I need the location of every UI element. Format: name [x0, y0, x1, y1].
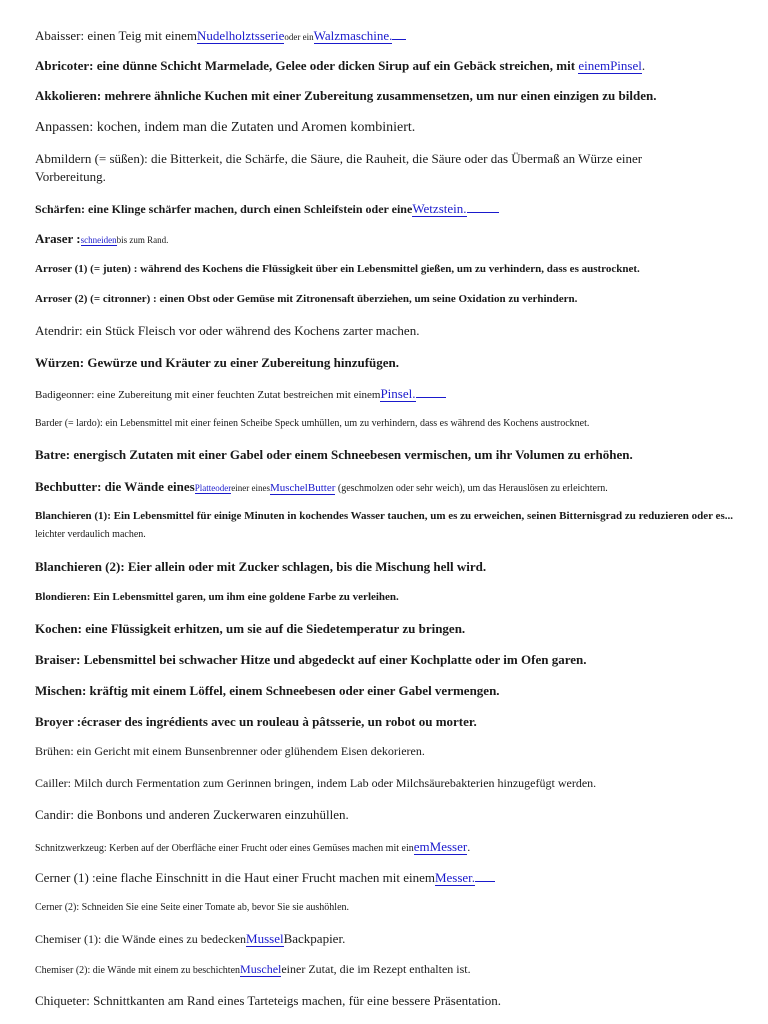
entry-after-text: .: [641, 58, 646, 73]
entry-after-text: .: [467, 840, 471, 854]
link-muschel-butter[interactable]: MuschelButter: [269, 482, 336, 494]
entry-text: Blanchieren (2): Eier allein oder mit Zucker schlagen, bis die Mischung hell wird.: [35, 559, 487, 574]
entry-small-text: oder ein: [284, 32, 314, 42]
link-mussel[interactable]: Mussel: [246, 931, 284, 946]
entry-akkolieren: [35, 88, 764, 105]
link-nudelholz[interactable]: Nudelholztsserie: [197, 28, 285, 43]
entry-araser: [35, 231, 764, 248]
entry-small-text: einer: [231, 483, 252, 493]
entry-text: Chemiser (1): die Wände eines zu bedecken: [35, 932, 247, 946]
entry-text: Batre: energisch Zutaten mit einer Gabel oder einem Schneebesen vermischen, um ihr Volumen zu erhöhen.: [35, 447, 633, 462]
entry-text: Chiqueter: Schnittkanten am Rand eines Tarteteigs machen, für eine bessere Präsentation.: [35, 993, 501, 1008]
entry-cerner-2: [35, 901, 764, 914]
entry-arroser-1: [35, 262, 764, 276]
entry-braiser: [35, 652, 764, 669]
entry-broyer: [35, 714, 764, 731]
entry-anpassen: [35, 119, 764, 137]
entry-text: Abaisser: einen Teig mit einem: [35, 28, 198, 43]
entry-abricoter: [35, 58, 764, 75]
entry-text: Abmildern (= süßen): die Bitterkeit, die Schärfe, die Säure, die Rauheit, die Säure oder das Übermaß an Würze einer Vorbereitung.: [35, 151, 643, 184]
link-walzmaschine[interactable]: Walzmaschine.: [313, 28, 393, 43]
entry-text: Araser :: [35, 231, 81, 246]
entry-text: Würzen: Gewürze und Kräuter zu einer Zubereitung hinzufügen.: [35, 355, 399, 370]
entry-blondieren: [35, 590, 764, 604]
entry-after-text: einer Zutat, die im Rezept enthalten ist.: [281, 962, 471, 976]
entry-wuerzen: [35, 355, 764, 372]
entry-blanchieren-1: [35, 509, 764, 523]
entry-text: Broyer :écraser des ingrédients avec un rouleau à pâtsserie, un robot ou morter.: [35, 714, 477, 729]
entry-kochen: [35, 621, 764, 638]
entry-atendrir: [35, 323, 764, 340]
entry-after-text: Backpapier.: [283, 931, 346, 946]
entry-text: Badigeonner: eine Zubereitung mit einer feuchten Zutat bestreichen mit einem: [35, 389, 381, 401]
entry-abmildern: [35, 150, 675, 186]
entry-text: Schärfen: eine Klinge schärfer machen, durch einen Schleifstein oder eine: [35, 202, 413, 216]
entry-cerner-1: [35, 869, 764, 887]
link-muschel[interactable]: Muschel: [240, 962, 282, 976]
entry-text: leichter verdaulich machen.: [35, 529, 146, 540]
link-messer[interactable]: emMesser: [413, 839, 468, 854]
link-pinsel-2[interactable]: Pinsel.: [380, 386, 416, 401]
link-underline-extension: [416, 386, 446, 398]
entry-blanchieren-1-line2: [35, 528, 764, 541]
entry-text: Schnitzwerkzeug: Kerben auf der Oberfläche einer Frucht oder eines Gemüses machen mit ein: [35, 843, 414, 854]
entry-chemiser-2: [35, 962, 764, 978]
entry-bechbutter: [35, 479, 764, 496]
entry-small-text-2: eines: [251, 483, 270, 493]
entry-arroser-2: [35, 292, 764, 306]
entry-text: Anpassen: kochen, indem man die Zutaten und Aromen kombiniert.: [35, 120, 416, 135]
entry-text: Braiser: Lebensmittel bei schwacher Hitze und abgedeckt auf einer Kochplatte oder im Ofen garen.: [35, 652, 587, 667]
link-platte[interactable]: Platteoder: [194, 483, 232, 493]
entry-blanchieren-2: [35, 559, 764, 576]
entry-text: Mischen: kräftig mit einem Löffel, einem Schneebesen oder einer Gabel vermengen.: [35, 683, 500, 698]
link-underline-extension: [475, 869, 495, 882]
entry-text: Cailler: Milch durch Fermentation zum Gerinnen bringen, indem Lab oder Milchsäurebakterien hinzugefügt werden.: [35, 776, 597, 790]
link-underline-extension: [392, 27, 406, 40]
entry-text: Abricoter: eine dünne Schicht Marmelade, Gelee oder dicken Sirup auf ein Gebäck streichen, mit: [35, 58, 579, 73]
link-pinsel[interactable]: einemPinsel: [578, 58, 642, 73]
entry-mischen: [35, 683, 764, 700]
entry-text: Cerner (1) :eine flache Einschnitt in die Haut einer Frucht machen mit einem: [35, 870, 435, 885]
entry-abaisser: [35, 27, 764, 45]
entry-text: Blondieren: Ein Lebensmittel garen, um ihm eine goldene Farbe zu verleihen.: [35, 591, 399, 603]
entry-text: Barder (= lardo): ein Lebensmittel mit einer feinen Scheibe Speck umhüllen, um zu verhindern, dass es während des Kochens austrocknet.: [35, 418, 590, 429]
entry-batre: [35, 447, 764, 464]
entry-text: Kochen: eine Flüssigkeit erhitzen, um sie auf die Siedetemperatur zu bringen.: [35, 621, 466, 636]
entry-barder: [35, 417, 764, 430]
entry-chiqueter: [35, 993, 764, 1010]
entry-text: Atendrir: ein Stück Fleisch vor oder während des Kochens zarter machen.: [35, 323, 420, 338]
entry-text: Akkolieren: mehrere ähnliche Kuchen mit einer Zubereitung zusammensetzen, um nur einen einzigen zu bilden.: [35, 88, 657, 103]
entry-text: Chemiser (2): die Wände mit einem zu beschichten: [35, 965, 241, 976]
entry-text: Blanchieren (1): Ein Lebensmittel für einige Minuten in kochendes Wasser tauchen, um es zu erweichen, seinen Bitternisgrad zu reduzieren oder es...: [35, 510, 733, 522]
entry-text: Arroser (1) (= juten) : während des Kochens die Flüssigkeit über ein Lebensmittel gießen, um zu verhindern, dass es austrocknet.: [35, 263, 640, 275]
link-wetzstein[interactable]: Wetzstein.: [412, 201, 467, 216]
link-schneiden[interactable]: schneiden: [80, 235, 117, 245]
entry-text: Cerner (2): Schneiden Sie eine Seite einer Tomate ab, bevor Sie sie aushöhlen.: [35, 902, 350, 913]
entry-bruehen: [35, 744, 764, 760]
entry-text: Brühen: ein Gericht mit einem Bunsenbrenner oder glühendem Eisen dekorieren.: [35, 744, 425, 758]
entry-after-text: (geschmolzen oder sehr weich), um das Herauslösen zu erleichtern.: [335, 483, 608, 494]
entry-text: Candir: die Bonbons und anderen Zuckerwaren einzuhüllen.: [35, 807, 349, 822]
entry-chemiser-1: [35, 931, 764, 948]
link-underline-extension: [467, 201, 499, 213]
entry-badigeonner: [35, 386, 764, 403]
entry-cailler: [35, 776, 764, 792]
entry-after-text: bis zum Rand.: [116, 235, 169, 245]
link-messer-2[interactable]: Messer.: [434, 870, 476, 885]
entry-candir: [35, 807, 764, 824]
entry-text: Bechbutter: die Wände eines: [35, 479, 195, 494]
entry-schaerfen: [35, 201, 764, 218]
entry-schnitzwerkzeug: [35, 839, 764, 856]
entry-text: Arroser (2) (= citronner) : einen Obst oder Gemüse mit Zitronensaft überziehen, um seine Oxidation zu verhindern.: [35, 293, 578, 305]
